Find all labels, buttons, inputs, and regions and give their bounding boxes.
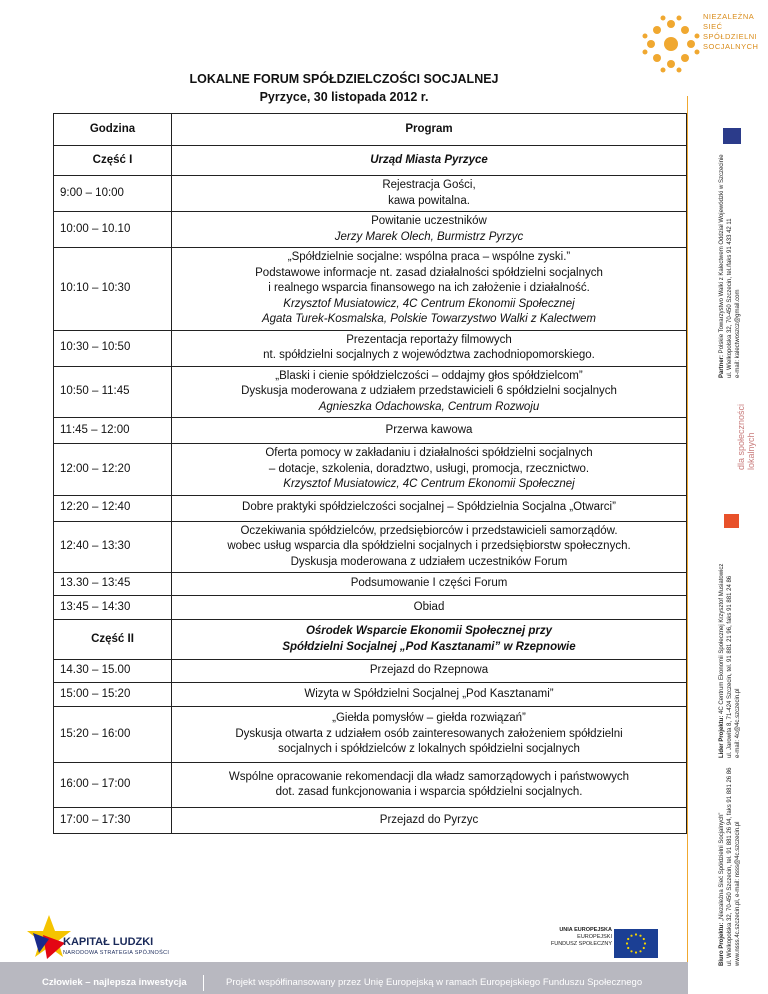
lider-line: ul. Jarowita 8, 71-424 Szczecin, tel. 91 881 21 96, faks 91 881 24 86 bbox=[727, 575, 733, 758]
row-program bbox=[172, 683, 687, 707]
dla-line: dla społeczności bbox=[736, 403, 746, 470]
footer-cofinancing-note: Projekt współfinansowany przez Unię Europejską w ramach Europejskiego Funduszu Społecznego bbox=[226, 977, 643, 988]
part-row bbox=[54, 620, 687, 660]
document-title bbox=[0, 70, 688, 106]
partner-logo bbox=[723, 128, 741, 144]
program-line: „Giełda pomysłów – giełda rozwiązań” bbox=[332, 712, 526, 725]
row-time: 13:45 – 14:30 bbox=[54, 596, 172, 620]
table-row bbox=[54, 660, 687, 683]
row-time: 15:00 – 15:20 bbox=[54, 683, 172, 707]
row-time: 12:20 – 12:40 bbox=[54, 495, 172, 521]
program-speaker: Jerzy Marek Olech, Burmistrz Pyrzyc bbox=[334, 230, 524, 243]
program-line: Przejazd do Rzepnowa bbox=[369, 664, 489, 677]
table-row bbox=[54, 495, 687, 521]
program-speaker: Agnieszka Odachowska, Centrum Rozwoju bbox=[318, 400, 540, 413]
eu-star bbox=[630, 935, 632, 937]
table-row bbox=[54, 248, 687, 331]
eu-star bbox=[644, 942, 646, 944]
eu-star bbox=[635, 933, 637, 935]
row-program bbox=[172, 521, 687, 573]
row-time: 14.30 – 15.00 bbox=[54, 660, 172, 683]
ue-line: UNIA EUROPEJSKA bbox=[559, 927, 612, 933]
partner-line: e-mail: kalectwoszcz@gmail.com bbox=[735, 289, 741, 378]
program-line: Wspólne opracowanie rekomendacji dla władz samorządowych i państwowych bbox=[228, 770, 630, 783]
row-time: 15:20 – 16:00 bbox=[54, 707, 172, 763]
row-time: 10:30 – 10:50 bbox=[54, 330, 172, 366]
biuro-line: ul. Wielkopolska 32, 70-450 Szczecin, tel. 91 881 26 94, faks 91 881 26 86 bbox=[727, 767, 733, 966]
row-time: 16:00 – 17:00 bbox=[54, 763, 172, 808]
part-title bbox=[172, 620, 687, 660]
kl-subtitle: NARODOWA STRATEGIA SPÓJNOŚCI bbox=[63, 950, 170, 956]
logo-line: SPÓŁDZIELNI bbox=[703, 32, 758, 41]
lider-info bbox=[718, 564, 742, 758]
program-line: „Blaski i cienie spółdzielczości – oddajmy głos spółdzielcom” bbox=[275, 369, 583, 382]
eu-star bbox=[635, 951, 637, 953]
program-line: i realnego wsparcia finansowego na ich założenie i działalność. bbox=[268, 282, 590, 294]
dla-spolecznosci-text bbox=[736, 404, 756, 470]
biuro-line: www.nsss.4c.szczecin.pl, e-mail: nsss@4c.szczecin.pl bbox=[735, 821, 741, 966]
biuro-info bbox=[718, 768, 742, 966]
sidebar-divider bbox=[687, 96, 688, 994]
lider-line: 4C Centrum Ekonomii Społecznej Krzysztof Musiatowicz bbox=[719, 563, 725, 714]
eu-star bbox=[643, 938, 645, 940]
header-program: Program bbox=[172, 114, 687, 146]
table-row bbox=[54, 366, 687, 418]
program-line: Dobre praktyki spółdzielczości socjalnej – Spółdzielnia Socjalna „Otwarci” bbox=[242, 501, 616, 514]
row-time: 11:45 – 12:00 bbox=[54, 418, 172, 444]
program-line: Podsumowanie I części Forum bbox=[350, 577, 508, 590]
table-row bbox=[54, 176, 687, 212]
eu-star bbox=[639, 950, 641, 952]
program-line: Wizyta w Spółdzielni Socjalnej „Pod Kasztanami” bbox=[304, 687, 554, 700]
program-line: socjalnych i spółdzielców z lokalnych spółdzielni socjalnych bbox=[278, 743, 580, 756]
program-line: Dyskusja moderowana z udziałem przedstawicieli 6 spółdzielni socjalnych bbox=[241, 385, 617, 397]
eu-star bbox=[627, 938, 629, 940]
program-line: Oczekiwania spółdzielców, przedsiębiorców i przedstawicieli samorządów. bbox=[240, 524, 618, 537]
program-speaker: Krzysztof Musiatowicz, 4C Centrum Ekonomii Społecznej bbox=[283, 297, 575, 310]
dla-line: lokalnych bbox=[746, 432, 756, 470]
logo-line: SIEĆ bbox=[703, 22, 723, 31]
sun-logo-icon bbox=[641, 14, 701, 74]
part-label: Część I bbox=[54, 146, 172, 176]
biuro-line: „Niezależna Sieć Spółdzielni Socjalnych” bbox=[719, 812, 725, 921]
eu-star bbox=[630, 950, 632, 952]
logo-text bbox=[703, 12, 758, 52]
row-program bbox=[172, 248, 687, 331]
table-row bbox=[54, 808, 687, 834]
row-time: 12:40 – 13:30 bbox=[54, 521, 172, 573]
row-program bbox=[172, 366, 687, 418]
lider-line: e-mail: 4c@4c.szczecin.pl bbox=[735, 688, 741, 758]
biuro-label: Biuro Projektu: bbox=[719, 922, 725, 966]
program-line: Rejestracja Gości, bbox=[382, 179, 476, 191]
table-header-row bbox=[54, 114, 687, 146]
table-row bbox=[54, 330, 687, 366]
eu-flag-icon bbox=[614, 929, 658, 958]
eu-star bbox=[627, 947, 629, 949]
partner-info bbox=[718, 154, 742, 378]
table-row bbox=[54, 707, 687, 763]
title-line-2: Pyrzyce, 30 listopada 2012 r. bbox=[259, 90, 429, 104]
program-line: Przerwa kawowa bbox=[385, 423, 473, 436]
logo-line: NIEZALEŻNA bbox=[703, 12, 755, 21]
program-line: dot. zasad funkcjonowania i wsparcia spółdzielni socjalnych. bbox=[275, 786, 583, 798]
program-line: Oferta pomocy w zakładaniu i działalności spółdzielni socjalnych bbox=[265, 447, 593, 459]
part-title-line: Ośrodek Wsparcie Ekonomii Społecznej przy bbox=[305, 625, 553, 637]
row-program bbox=[172, 418, 687, 444]
table-row bbox=[54, 763, 687, 808]
program-line: Obiad bbox=[413, 600, 445, 613]
eu-star bbox=[626, 942, 628, 944]
lider-label: Lider Projektu: bbox=[719, 715, 725, 758]
program-speaker: Krzysztof Musiatowicz, 4C Centrum Ekonomii Społecznej bbox=[283, 478, 575, 490]
row-time: 13.30 – 13:45 bbox=[54, 573, 172, 596]
row-program bbox=[172, 495, 687, 521]
table-row bbox=[54, 573, 687, 596]
program-line: nt. spółdzielni socjalnych z województwa zachodniopomorskiego. bbox=[263, 349, 595, 361]
part-title-line: Spółdzielni Socjalnej „Pod Kasztanami” w Rzepnowie bbox=[282, 640, 576, 653]
row-time: 10:00 – 10.10 bbox=[54, 212, 172, 248]
schedule-body bbox=[54, 114, 687, 834]
table-row bbox=[54, 444, 687, 496]
program-line: kawa powitalna. bbox=[388, 194, 470, 207]
partner-line: Polskie Towarzystwo Walki z Kalectwem Oddział Wojewódzki w Szczecinie bbox=[719, 154, 725, 354]
eu-star bbox=[643, 947, 645, 949]
row-program bbox=[172, 573, 687, 596]
row-program bbox=[172, 212, 687, 248]
row-program bbox=[172, 444, 687, 496]
part-title: Urząd Miasta Pyrzyce bbox=[172, 146, 687, 176]
row-program bbox=[172, 660, 687, 683]
ue-line: EUROPEJSKI bbox=[577, 934, 612, 940]
row-program bbox=[172, 763, 687, 808]
table-row bbox=[54, 596, 687, 620]
table-row bbox=[54, 212, 687, 248]
schedule-table bbox=[53, 113, 687, 834]
title-line-1: LOKALNE FORUM SPÓŁDZIELCZOŚCI SOCJALNEJ bbox=[189, 72, 499, 86]
eu-star bbox=[639, 935, 641, 937]
row-program bbox=[172, 596, 687, 620]
row-time: 9:00 – 10:00 bbox=[54, 176, 172, 212]
logo-line: SOCJALNYCH bbox=[703, 42, 759, 51]
table-row bbox=[54, 418, 687, 444]
program-line: Przejazd do Pyrzyc bbox=[379, 813, 479, 826]
program-line: Prezentacja reportaży filmowych bbox=[346, 333, 512, 346]
header-time: Godzina bbox=[54, 114, 172, 146]
ue-text bbox=[548, 927, 612, 948]
row-time: 17:00 – 17:30 bbox=[54, 808, 172, 834]
row-time: 10:10 – 10:30 bbox=[54, 248, 172, 331]
partner-line: ul. Wielkopolska 32, 70-450 Szczecin, tel./faks 91 433 42 11 bbox=[727, 218, 733, 378]
lider-logo bbox=[724, 514, 739, 528]
program-line: Powitanie uczestników bbox=[371, 215, 487, 227]
program-line: Dyskusja otwarta z udziałem osób zainteresowanych założeniem spółdzielni bbox=[235, 727, 623, 740]
partner-label: Partner: bbox=[719, 354, 725, 378]
program-speaker: Agata Turek-Kosmalska, Polskie Towarzystwo Walki z Kalectwem bbox=[261, 313, 597, 325]
part-label: Część II bbox=[54, 620, 172, 660]
ue-line: FUNDUSZ SPOŁECZNY bbox=[550, 941, 612, 947]
program-line: wobec usług wsparcia dla spółdzielni socjalnych i przedsiębiorstw społecznych. bbox=[227, 540, 631, 552]
row-program bbox=[172, 330, 687, 366]
kl-title: KAPITAŁ LUDZKI bbox=[63, 936, 154, 948]
program-line: Podstawowe informacje nt. zasad działalności spółdzielni socjalnych bbox=[255, 266, 603, 279]
row-time: 12:00 – 12:20 bbox=[54, 444, 172, 496]
table-row bbox=[54, 683, 687, 707]
row-program bbox=[172, 176, 687, 212]
part-row bbox=[54, 146, 687, 176]
row-program bbox=[172, 707, 687, 763]
program-line: – dotacje, szkolenia, doradztwo, usługi, promocja, rzecznictwo. bbox=[268, 462, 590, 475]
row-program bbox=[172, 808, 687, 834]
row-time: 10:50 – 11:45 bbox=[54, 366, 172, 418]
program-line: „Spółdzielnie socjalne: wspólna praca – wspólne zyski.” bbox=[287, 251, 571, 263]
footer-separator bbox=[203, 975, 204, 991]
table-row bbox=[54, 521, 687, 573]
program-line: Dyskusja moderowana z udziałem uczestników Forum bbox=[290, 555, 568, 568]
footer-slogan: Człowiek – najlepsza inwestycja bbox=[42, 977, 187, 988]
